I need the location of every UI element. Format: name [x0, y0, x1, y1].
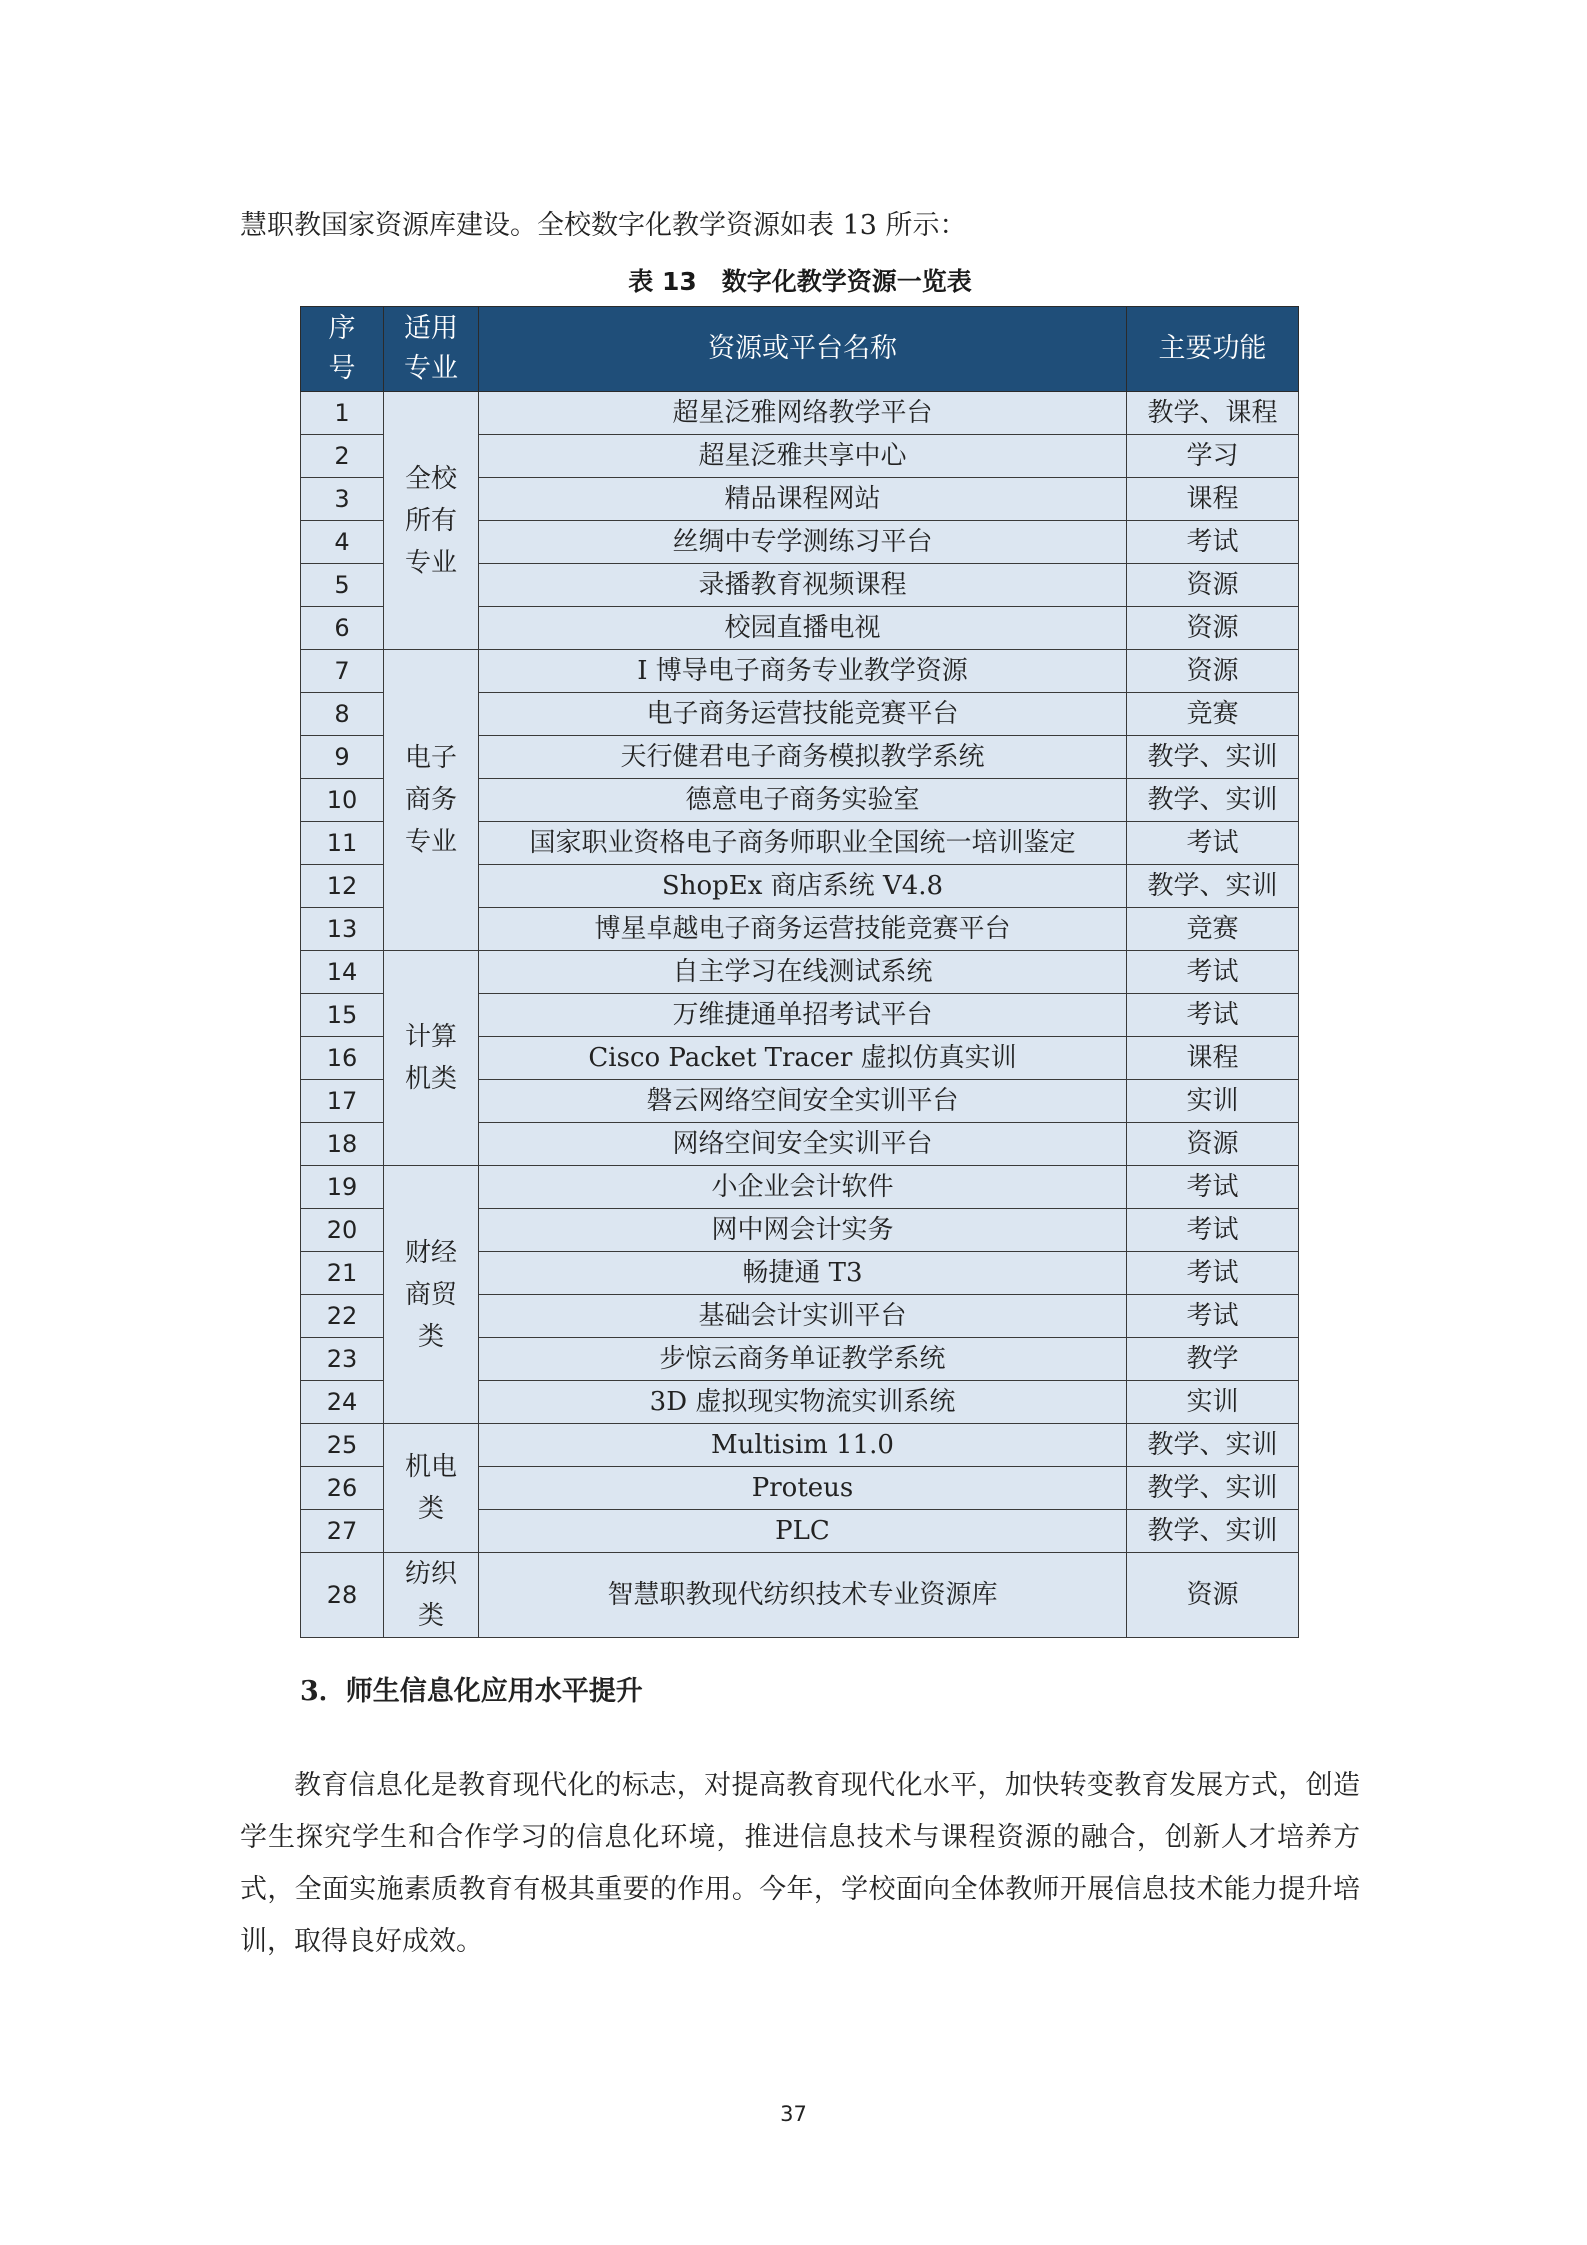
table-row [301, 1553, 1299, 1638]
resource-name: 超星泛雅网络教学平台 [479, 392, 1127, 435]
major-cell: 机电 类 [384, 1424, 479, 1553]
resource-name: Cisco Packet Tracer 虚拟仿真实训 [479, 1037, 1127, 1080]
resource-name: 天行健君电子商务模拟教学系统 [479, 736, 1127, 779]
resource-name: PLC [479, 1510, 1127, 1553]
resource-function: 教学、课程 [1127, 392, 1299, 435]
resource-function: 教学、实训 [1127, 736, 1299, 779]
resource-function: 考试 [1127, 951, 1299, 994]
header-name: 资源或平台名称 [479, 307, 1127, 392]
row-index: 23 [301, 1338, 384, 1381]
major-cell: 电子 商务 专业 [384, 650, 479, 951]
row-index: 6 [301, 607, 384, 650]
table-row [301, 1166, 1299, 1209]
row-index: 22 [301, 1295, 384, 1338]
resource-function: 教学、实训 [1127, 1424, 1299, 1467]
resource-function: 考试 [1127, 994, 1299, 1037]
resource-name: 步惊云商务单证教学系统 [479, 1338, 1127, 1381]
row-index: 15 [301, 994, 384, 1037]
resource-name: 基础会计实训平台 [479, 1295, 1127, 1338]
resource-name: 网中网会计实务 [479, 1209, 1127, 1252]
resource-function: 考试 [1127, 1252, 1299, 1295]
resource-name: 德意电子商务实验室 [479, 779, 1127, 822]
row-index: 27 [301, 1510, 384, 1553]
resource-function: 资源 [1127, 607, 1299, 650]
table-body [301, 392, 1299, 1638]
resource-name: 丝绸中专学测练习平台 [479, 521, 1127, 564]
resource-function: 考试 [1127, 822, 1299, 865]
row-index: 24 [301, 1381, 384, 1424]
resource-name: ShopEx 商店系统 V4.8 [479, 865, 1127, 908]
table-caption: 表 13 数字化教学资源一览表 [628, 267, 972, 296]
resource-function: 实训 [1127, 1080, 1299, 1123]
row-index: 5 [301, 564, 384, 607]
resource-function: 课程 [1127, 1037, 1299, 1080]
resource-name: 博星卓越电子商务运营技能竞赛平台 [479, 908, 1127, 951]
row-index: 25 [301, 1424, 384, 1467]
row-index: 18 [301, 1123, 384, 1166]
row-index: 13 [301, 908, 384, 951]
resource-function: 资源 [1127, 650, 1299, 693]
resource-table [300, 306, 1299, 1638]
resource-name: Proteus [479, 1467, 1127, 1510]
row-index: 19 [301, 1166, 384, 1209]
resource-function: 竞赛 [1127, 908, 1299, 951]
resource-name: 录播教育视频课程 [479, 564, 1127, 607]
resource-function: 考试 [1127, 521, 1299, 564]
header-major: 适用 专业 [384, 307, 479, 392]
resource-name: 网络空间安全实训平台 [479, 1123, 1127, 1166]
resource-function: 资源 [1127, 564, 1299, 607]
resource-function: 教学、实训 [1127, 779, 1299, 822]
resource-function: 考试 [1127, 1166, 1299, 1209]
resource-function: 教学、实训 [1127, 1510, 1299, 1553]
resource-name: 自主学习在线测试系统 [479, 951, 1127, 994]
resource-name: 3D 虚拟现实物流实训系统 [479, 1381, 1127, 1424]
resource-name: 万维捷通单招考试平台 [479, 994, 1127, 1037]
row-index: 20 [301, 1209, 384, 1252]
row-index: 1 [301, 392, 384, 435]
row-index: 16 [301, 1037, 384, 1080]
row-index: 7 [301, 650, 384, 693]
row-index: 11 [301, 822, 384, 865]
row-index: 10 [301, 779, 384, 822]
header-index: 序 号 [301, 307, 384, 392]
resource-name: 电子商务运营技能竞赛平台 [479, 693, 1127, 736]
resource-name: 磐云网络空间安全实训平台 [479, 1080, 1127, 1123]
section-heading: 3．师生信息化应用水平提升 [300, 1676, 643, 1707]
resource-function: 课程 [1127, 478, 1299, 521]
row-index: 2 [301, 435, 384, 478]
resource-function: 资源 [1127, 1553, 1299, 1638]
resource-name: 小企业会计软件 [479, 1166, 1127, 1209]
resource-function: 考试 [1127, 1209, 1299, 1252]
resource-function: 教学、实训 [1127, 865, 1299, 908]
major-cell: 计算 机类 [384, 951, 479, 1166]
header-function: 主要功能 [1127, 307, 1299, 392]
intro-text: 慧职教国家资源库建设。全校数字化教学资源如表 13 所示： [240, 210, 967, 241]
resource-name: 畅捷通 T3 [479, 1252, 1127, 1295]
resource-name: 超星泛雅共享中心 [479, 435, 1127, 478]
resource-name: Multisim 11.0 [479, 1424, 1127, 1467]
row-index: 14 [301, 951, 384, 994]
table-row [301, 650, 1299, 693]
resource-name: 智慧职教现代纺织技术专业资源库 [479, 1553, 1127, 1638]
row-index: 8 [301, 693, 384, 736]
resource-name: 校园直播电视 [479, 607, 1127, 650]
major-cell: 纺织 类 [384, 1553, 479, 1638]
row-index: 4 [301, 521, 384, 564]
row-index: 12 [301, 865, 384, 908]
major-cell: 全校 所有 专业 [384, 392, 479, 650]
row-index: 17 [301, 1080, 384, 1123]
row-index: 21 [301, 1252, 384, 1295]
table-header-row [301, 307, 1299, 392]
resource-function: 教学 [1127, 1338, 1299, 1381]
row-index: 3 [301, 478, 384, 521]
body-paragraph: 教育信息化是教育现代化的标志，对提高教育现代化水平，加快转变教育发展方式，创造学生探究学生和合作学习的信息化环境，推进信息技术与课程资源的融合，创新人才培养方式，全面实施素质教育有极其重要的作用。今年，学校面向全体教师开展信息技术能力提升培训，取得良好成效。 [240, 1770, 1360, 1957]
resource-name: 国家职业资格电子商务师职业全国统一培训鉴定 [479, 822, 1127, 865]
resource-name: 精品课程网站 [479, 478, 1127, 521]
resource-function: 考试 [1127, 1295, 1299, 1338]
resource-function: 资源 [1127, 1123, 1299, 1166]
row-index: 28 [301, 1553, 384, 1638]
resource-name: I 博导电子商务专业教学资源 [479, 650, 1127, 693]
row-index: 26 [301, 1467, 384, 1510]
table-row [301, 951, 1299, 994]
resource-function: 教学、实训 [1127, 1467, 1299, 1510]
major-cell: 财经 商贸 类 [384, 1166, 479, 1424]
resource-function: 实训 [1127, 1381, 1299, 1424]
table-row [301, 1424, 1299, 1467]
page-number: 37 [780, 2102, 807, 2126]
row-index: 9 [301, 736, 384, 779]
resource-function: 学习 [1127, 435, 1299, 478]
resource-function: 竞赛 [1127, 693, 1299, 736]
table-row [301, 392, 1299, 435]
